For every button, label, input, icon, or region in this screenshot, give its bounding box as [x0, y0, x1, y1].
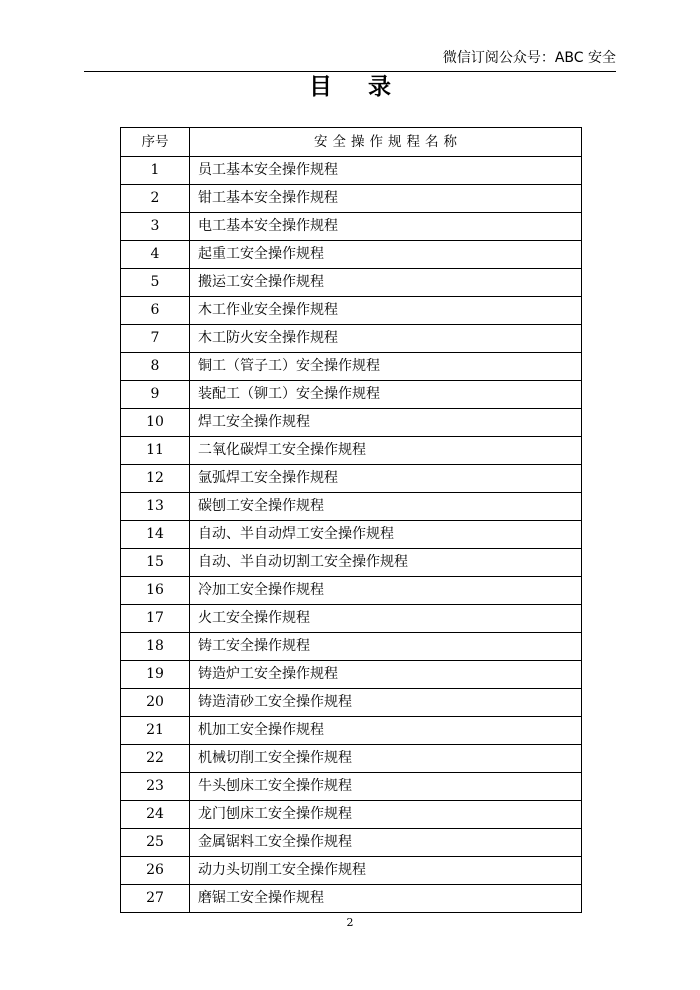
procedure-name: 磨锯工安全操作规程	[190, 885, 582, 913]
table-row	[121, 633, 582, 661]
row-number: 24	[121, 801, 190, 829]
table-row	[121, 297, 582, 325]
procedure-name: 氩弧焊工安全操作规程	[190, 465, 582, 493]
header-divider	[84, 71, 616, 72]
table-row	[121, 157, 582, 185]
page-number: 2	[346, 916, 354, 929]
row-number: 11	[121, 437, 190, 465]
procedure-name: 二氧化碳焊工安全操作规程	[190, 437, 582, 465]
row-number: 6	[121, 297, 190, 325]
procedure-name: 员工基本安全操作规程	[190, 157, 582, 185]
procedure-name: 钳工基本安全操作规程	[190, 185, 582, 213]
procedure-name: 冷加工安全操作规程	[190, 577, 582, 605]
table-row	[121, 661, 582, 689]
table-row	[121, 577, 582, 605]
header-text: 微信订阅公众号：ABC 安全	[442, 50, 616, 66]
procedure-name: 金属锯料工安全操作规程	[190, 829, 582, 857]
procedure-name: 电工基本安全操作规程	[190, 213, 582, 241]
procedure-name: 搬运工安全操作规程	[190, 269, 582, 297]
table-row	[121, 801, 582, 829]
table-row	[121, 549, 582, 577]
row-number: 15	[121, 549, 190, 577]
row-number: 23	[121, 773, 190, 801]
table-row	[121, 605, 582, 633]
table-row	[121, 773, 582, 801]
toc-body	[121, 157, 582, 913]
table-row	[121, 409, 582, 437]
table-header-row	[121, 128, 582, 157]
table-row	[121, 465, 582, 493]
row-number: 10	[121, 409, 190, 437]
procedure-name: 起重工安全操作规程	[190, 241, 582, 269]
table-row	[121, 437, 582, 465]
procedure-name: 碳刨工安全操作规程	[190, 493, 582, 521]
procedure-name: 自动、半自动焊工安全操作规程	[190, 521, 582, 549]
row-number: 13	[121, 493, 190, 521]
table-row	[121, 185, 582, 213]
column-header-number: 序号	[121, 128, 190, 157]
row-number: 27	[121, 885, 190, 913]
row-number: 22	[121, 745, 190, 773]
row-number: 1	[121, 157, 190, 185]
table-row	[121, 689, 582, 717]
row-number: 5	[121, 269, 190, 297]
row-number: 3	[121, 213, 190, 241]
row-number: 9	[121, 381, 190, 409]
procedure-name: 铜工（管子工）安全操作规程	[190, 353, 582, 381]
table-row	[121, 857, 582, 885]
row-number: 16	[121, 577, 190, 605]
column-header-name: 安全操作规程名称	[190, 128, 582, 157]
procedure-name: 焊工安全操作规程	[190, 409, 582, 437]
table-row	[121, 717, 582, 745]
procedure-name: 自动、半自动切割工安全操作规程	[190, 549, 582, 577]
procedure-name: 火工安全操作规程	[190, 605, 582, 633]
procedure-name: 铸工安全操作规程	[190, 633, 582, 661]
table-row	[121, 381, 582, 409]
table-row	[121, 213, 582, 241]
procedure-name: 铸造炉工安全操作规程	[190, 661, 582, 689]
toc-table	[120, 127, 582, 913]
procedure-name: 动力头切削工安全操作规程	[190, 857, 582, 885]
table-row	[121, 521, 582, 549]
table-row	[121, 829, 582, 857]
procedure-name: 铸造清砂工安全操作规程	[190, 689, 582, 717]
procedure-name: 龙门刨床工安全操作规程	[190, 801, 582, 829]
table-row	[121, 493, 582, 521]
table-row	[121, 745, 582, 773]
row-number: 17	[121, 605, 190, 633]
row-number: 7	[121, 325, 190, 353]
row-number: 25	[121, 829, 190, 857]
row-number: 2	[121, 185, 190, 213]
procedure-name: 机加工安全操作规程	[190, 717, 582, 745]
procedure-name: 装配工（铆工）安全操作规程	[190, 381, 582, 409]
row-number: 26	[121, 857, 190, 885]
table-row	[121, 241, 582, 269]
row-number: 12	[121, 465, 190, 493]
row-number: 8	[121, 353, 190, 381]
page-title: 目录	[309, 74, 427, 100]
row-number: 19	[121, 661, 190, 689]
procedure-name: 木工防火安全操作规程	[190, 325, 582, 353]
row-number: 20	[121, 689, 190, 717]
table-row	[121, 353, 582, 381]
procedure-name: 木工作业安全操作规程	[190, 297, 582, 325]
procedure-name: 机械切削工安全操作规程	[190, 745, 582, 773]
row-number: 21	[121, 717, 190, 745]
table-row	[121, 885, 582, 913]
procedure-name: 牛头刨床工安全操作规程	[190, 773, 582, 801]
row-number: 4	[121, 241, 190, 269]
row-number: 18	[121, 633, 190, 661]
table-row	[121, 325, 582, 353]
table-row	[121, 269, 582, 297]
row-number: 14	[121, 521, 190, 549]
